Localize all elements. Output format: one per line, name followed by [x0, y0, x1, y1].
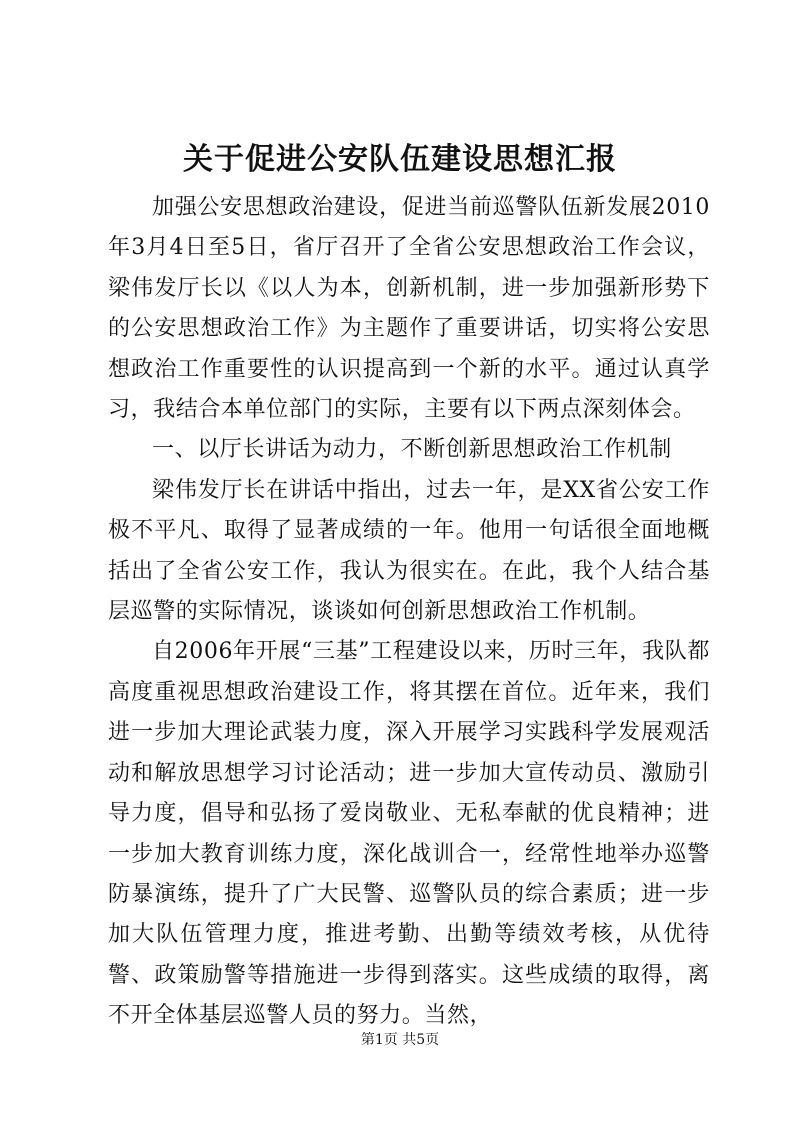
- document-body: [108, 188, 710, 1037]
- paragraph-speech-summary: 梁伟发厅长在讲话中指出，过去一年，是XX省公安工作极不平凡、取得了显著成绩的一年。他用一句话很全面地概括出了全省公安工作，我认为很实在。在此，我个人结合基层巡警的实际情况，谈谈如何创新思想政治工作机制。: [108, 477, 710, 625]
- section-heading-1: 一、以厅长讲话为动力，不断创新思想政治工作机制: [152, 437, 672, 463]
- page-number: 第1页 共5页: [360, 1032, 440, 1048]
- document-title: 关于促进公安队伍建设思想汇报: [183, 142, 617, 177]
- paragraph-three-basics: 自2006年开展“三基”工程建设以来，历时三年，我队都高度重视思想政治建设工作，将其摆在首位。近年来，我们进一步加大理论武装力度，深入开展学习实践科学发展观活动和解放思想学习讨论活动；进一步加大宣传动员、激励引导力度，倡导和弘扬了爱岗敬业、无私奉献的优良精神；进一步加大教育训练力度，深化战训合一，经常性地举办巡警防暴演练，提升了广大民警、巡警队员的综合素质；进一步加大队伍管理力度，推进考勤、出勤等绩效考核，从优待警、政策励警等措施进一步得到落实。这些成绩的取得，离不开全体基层巡警人员的努力。当然，: [108, 639, 710, 1029]
- paragraph-intro: 加强公安思想政治建设，促进当前巡警队伍新发展2010年3月4日至5日，省厅召开了全省公安思想政治工作会议，梁伟发厅长以《以人为本，创新机制，进一步加强新形势下的公安思想政治工作》为主题作了重要讲话，切实将公安思想政治工作重要性的认识提高到一个新的水平。通过认真学习，我结合本单位部门的实际，主要有以下两点深刻体会。: [108, 195, 710, 423]
